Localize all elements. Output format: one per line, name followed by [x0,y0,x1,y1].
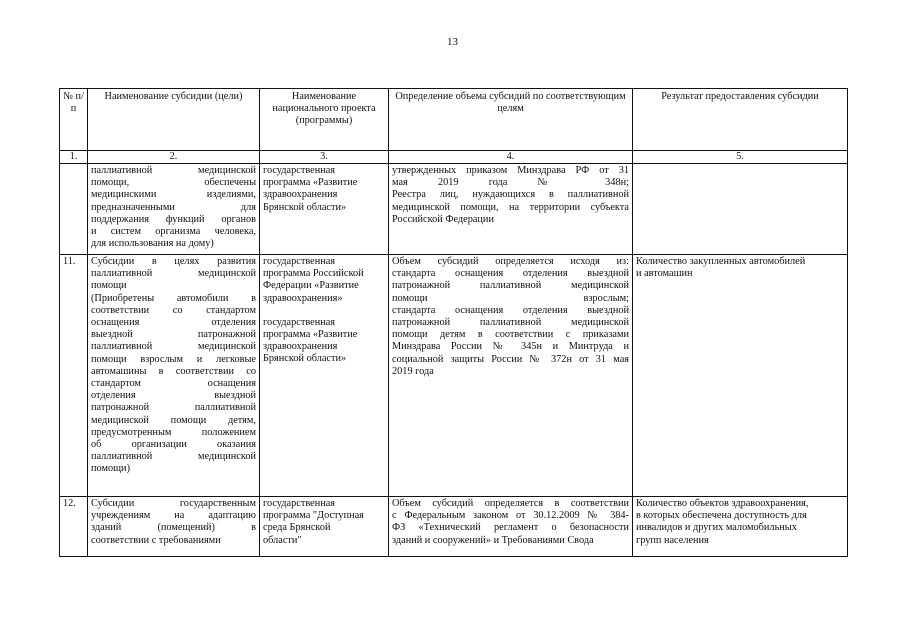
subsidy-text-line: паллиативной медицинской [91,341,256,353]
project-text-line: программа "Доступная [263,510,364,522]
header-project-name: Наименование национального проекта (программы) [260,89,389,151]
project-cell [260,497,389,557]
definition-text-line: зданий и сооружений» и Требованиями Свода [392,534,594,546]
subsidy-text-line: помощи) [91,463,130,475]
subsidy-text-line: медицинскими изделиями, [91,189,256,201]
column-number-row [60,151,848,164]
definition-text-line: медицинской помощи, на территории субъекта [392,201,629,213]
result-text-line: Количество закупленных автомобилей [636,256,806,267]
subsidy-text-line: паллиативной медицинской [91,268,256,280]
subsidy-table [59,88,848,557]
header-volume-definition: Определение объема субсидий по соответствующим целям [389,89,633,151]
project-text-line: программа Российской [263,268,364,280]
definition-text-line: с Федеральным законом от 30.12.2009 № 384- [392,510,629,522]
project-text-line: государственная [263,165,336,176]
subsidy-text-line: стандартом оснащения [91,378,256,390]
subsidy-cell [88,497,260,557]
column-number: 4. [389,151,633,164]
column-number: 3. [260,151,389,164]
subsidy-text-line: помощи [91,280,127,292]
project-text-line: среда Брянской [263,522,331,534]
project-text-line: области" [263,534,302,546]
column-number: 5. [633,151,848,164]
definition-text-line: 2019 года [392,365,434,377]
definition-cell [389,497,633,557]
table-row [60,164,848,255]
header-number: № п/п [60,89,88,151]
project-text-line: государственная [263,256,336,267]
result-text-line: и автомашин [636,268,693,280]
project-text-line: Брянской области» [263,353,347,365]
definition-text-line: патронажной паллиативной медицинской [392,280,629,292]
row-number [60,164,88,255]
subsidy-text-line: выездной патронажной [91,329,256,341]
definition-text-line: мая 2019 года № 348н; [392,177,629,189]
definition-text-line: ФЗ «Технический регламент о безопасности [392,522,629,534]
subsidy-text-line: Субсидии государственным [91,498,256,509]
subsidy-text-line: Субсидии в целях развития [91,256,256,267]
definition-cell [389,255,633,497]
column-number: 1. [60,151,88,164]
subsidy-text-line: поддержания функций органов [91,213,256,225]
subsidy-text-line: паллиативной медицинской [91,451,256,463]
project-text-line: программа «Развитие [263,329,358,341]
subsidy-text-line: помощи, обеспечены [91,177,256,189]
subsidy-text-line: автомашины в соответствии со [91,365,256,377]
project-text-line [263,305,385,317]
result-text-line: в которых обеспечена доступность для [636,510,807,522]
subsidy-text-line: оснащения отделения [91,317,256,329]
subsidy-cell [88,164,260,255]
row-number: 11. [60,255,88,497]
header-result: Результат предоставления субсидии [633,89,848,151]
subsidy-text-line: отделения выездной [91,390,256,402]
definition-text-line: стандарта оснащения отделения выездной [392,304,629,316]
definition-text-line: помощи взрослым; [392,292,629,304]
subsidy-text-line: соответствии со стандартом [91,304,256,316]
subsidy-text-line: об организации оказания [91,439,256,451]
definition-text-line: Минздрава России № 345н и Минтруда и [392,341,629,353]
definition-text-line: Объем субсидий определяется в соответствии [392,498,629,509]
definition-text-line: помощи детям в соответствии с приказами [392,329,629,341]
subsidy-text-line: и систем организма человека, [91,226,256,238]
project-text-line: государственная [263,316,336,328]
project-text-line: программа «Развитие [263,177,358,189]
subsidy-text-line: соответствии с требованиями [91,534,221,546]
result-cell [633,497,848,557]
project-text-line: здравоохранения [263,341,338,353]
subsidy-text-line: учреждениям на адаптацию [91,510,256,522]
subsidy-cell [88,255,260,497]
page-number: 13 [447,36,458,48]
definition-text-line: социальной защиты России № 372н от 31 мая [392,353,629,365]
definition-text-line: Объем субсидий определяется исходя из: [392,256,629,267]
table-header-row [60,89,848,151]
project-text-line: Брянской области» [263,201,347,213]
definition-text-line: Российской Федерации [392,213,494,225]
subsidy-text-line: медицинской помощи детям, [91,414,256,426]
table-row [60,497,848,557]
result-text-line: групп населения [636,534,709,546]
project-text-line: здравоохранения [263,189,338,201]
project-cell [260,164,389,255]
subsidy-text-line: паллиативной медицинской [91,165,256,176]
project-text-line: здравоохранения» [263,292,343,304]
column-number: 2. [88,151,260,164]
project-text-line: государственная [263,498,336,509]
definition-cell [389,164,633,255]
definition-text-line: стандарта оснащения отделения выездной [392,268,629,280]
project-text-line: Федерации «Развитие [263,280,359,292]
definition-text-line: патронажной паллиативной медицинской [392,317,629,329]
subsidy-text-line: зданий (помещений) в [91,522,256,534]
subsidy-text-line: для использования на дому) [91,238,214,250]
result-cell [633,255,848,497]
result-cell [633,164,848,255]
subsidy-text-line: предусмотренным положением [91,426,256,438]
subsidy-text-line: (Приобретены автомобили в [91,292,256,304]
project-cell [260,255,389,497]
table-row [60,255,848,497]
subsidy-text-line: помощи взрослым и легковые [91,353,256,365]
subsidy-text-line: предназначенными для [91,201,256,213]
header-subsidy-name: Наименование субсидии (цели) [88,89,260,151]
definition-text-line: Реестра лиц, нуждающихся в паллиативной [392,189,629,201]
definition-text-line: утвержденных приказом Минздрава РФ от 31 [392,165,629,176]
result-text-line: инвалидов и других маломобильных [636,522,797,534]
result-text-line: Количество объектов здравоохранения, [636,498,809,509]
subsidy-text-line: патронажной паллиативной [91,402,256,414]
row-number: 12. [60,497,88,557]
